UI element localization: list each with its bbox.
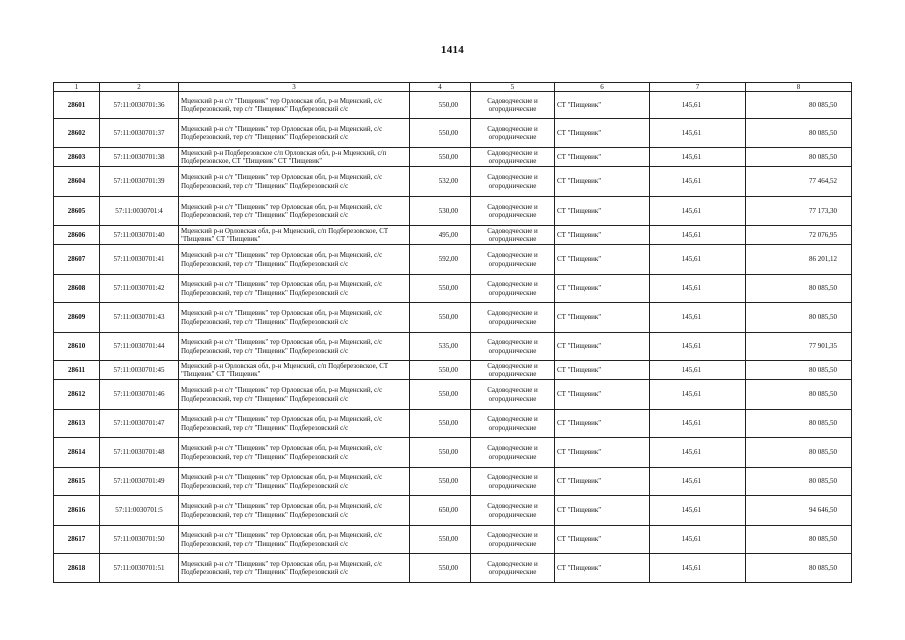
land-use-cell: Садоводческие и огороднические	[471, 167, 555, 197]
table-row	[54, 380, 852, 410]
cadastral-value-cell: 80 085,50	[746, 92, 852, 119]
row-number-cell: 28614	[54, 438, 100, 468]
rate-cell: 145,61	[650, 554, 746, 583]
cadastral-number-cell: 57:11:0030701:41	[100, 245, 179, 275]
owner-cell: СТ "Пищевик"	[555, 148, 650, 167]
rate-cell: 145,61	[650, 468, 746, 496]
land-use-cell: Садоводческие и огороднические	[471, 245, 555, 275]
row-number-cell: 28610	[54, 333, 100, 361]
table-row	[54, 226, 852, 245]
table-row	[54, 275, 852, 303]
rate-cell: 145,61	[650, 226, 746, 245]
cadastral-value-cell: 77 901,35	[746, 333, 852, 361]
row-number-cell: 28605	[54, 197, 100, 226]
cadastral-value-cell: 80 085,50	[746, 438, 852, 468]
land-register-table	[53, 82, 852, 583]
table-row	[54, 92, 852, 119]
row-number-cell: 28609	[54, 303, 100, 333]
area-cell: 530,00	[410, 197, 471, 226]
area-cell: 550,00	[410, 468, 471, 496]
area-cell: 550,00	[410, 410, 471, 438]
address-cell: Мценский р-н с/т "Пищевик" тер Орловская обл, р-н Мценский, с/с Подберезовский, тер с/т "Пищевик" Подберезовский с/с	[179, 245, 410, 275]
cadastral-number-cell: 57:11:0030701:40	[100, 226, 179, 245]
land-use-cell: Садоводческие и огороднические	[471, 148, 555, 167]
land-use-cell: Садоводческие и огороднические	[471, 410, 555, 438]
address-cell: Мценский р-н с/т "Пищевик" тер Орловская обл, р-н Мценский, с/с Подберезовский, тер с/т "Пищевик" Подберезовский с/с	[179, 167, 410, 197]
area-cell: 495,00	[410, 226, 471, 245]
column-header: 5	[471, 83, 555, 92]
cadastral-value-cell: 80 085,50	[746, 275, 852, 303]
rate-cell: 145,61	[650, 303, 746, 333]
owner-cell: СТ "Пищевик"	[555, 167, 650, 197]
area-cell: 550,00	[410, 148, 471, 167]
table-row	[54, 554, 852, 583]
row-number-cell: 28601	[54, 92, 100, 119]
column-header: 6	[555, 83, 650, 92]
area-cell: 550,00	[410, 303, 471, 333]
row-number-cell: 28613	[54, 410, 100, 438]
address-cell: Мценский р-н с/т "Пищевик" тер Орловская обл, р-н Мценский, с/с Подберезовский, тер с/т "Пищевик" Подберезовский с/с	[179, 468, 410, 496]
area-cell: 550,00	[410, 554, 471, 583]
cadastral-value-cell: 86 201,12	[746, 245, 852, 275]
area-cell: 550,00	[410, 361, 471, 380]
owner-cell: СТ "Пищевик"	[555, 333, 650, 361]
cadastral-number-cell: 57:11:0030701:47	[100, 410, 179, 438]
address-cell: Мценский р-н с/т "Пищевик" тер Орловская обл, р-н Мценский, с/с Подберезовский, тер с/т "Пищевик" Подберезовский с/с	[179, 197, 410, 226]
area-cell: 532,00	[410, 167, 471, 197]
owner-cell: СТ "Пищевик"	[555, 197, 650, 226]
table-row	[54, 468, 852, 496]
column-header: 1	[54, 83, 100, 92]
address-cell: Мценский р-н с/т "Пищевик" тер Орловская обл, р-н Мценский, с/с Подберезовский, тер с/т "Пищевик" Подберезовский с/с	[179, 380, 410, 410]
cadastral-number-cell: 57:11:0030701:45	[100, 361, 179, 380]
owner-cell: СТ "Пищевик"	[555, 526, 650, 554]
cadastral-number-cell: 57:11:0030701:5	[100, 496, 179, 526]
row-number-cell: 28617	[54, 526, 100, 554]
land-use-cell: Садоводческие и огороднические	[471, 197, 555, 226]
rate-cell: 145,61	[650, 361, 746, 380]
area-cell: 650,00	[410, 496, 471, 526]
cadastral-value-cell: 80 085,50	[746, 380, 852, 410]
rate-cell: 145,61	[650, 245, 746, 275]
area-cell: 550,00	[410, 119, 471, 148]
area-cell: 592,00	[410, 245, 471, 275]
cadastral-number-cell: 57:11:0030701:39	[100, 167, 179, 197]
address-cell: Мценский р-н Орловская обл, р-н Мценский, с/п Подберезовское, СТ "Пищевик" СТ "Пищевик"	[179, 226, 410, 245]
land-use-cell: Садоводческие и огороднические	[471, 361, 555, 380]
rate-cell: 145,61	[650, 333, 746, 361]
address-cell: Мценский р-н с/т "Пищевик" тер Орловская обл, р-н Мценский, с/с Подберезовский, тер с/т "Пищевик" Подберезовский с/с	[179, 554, 410, 583]
column-header: 7	[650, 83, 746, 92]
row-number-cell: 28606	[54, 226, 100, 245]
address-cell: Мценский р-н Орловская обл, р-н Мценский, с/п Подберезовское, СТ "Пищевик" СТ "Пищевик"	[179, 361, 410, 380]
cadastral-number-cell: 57:11:0030701:49	[100, 468, 179, 496]
table-row	[54, 526, 852, 554]
rate-cell: 145,61	[650, 380, 746, 410]
table-row	[54, 197, 852, 226]
row-number-cell: 28604	[54, 167, 100, 197]
area-cell: 550,00	[410, 526, 471, 554]
cadastral-value-cell: 77 173,30	[746, 197, 852, 226]
table-row	[54, 410, 852, 438]
cadastral-value-cell: 80 085,50	[746, 468, 852, 496]
address-cell: Мценский р-н с/т "Пищевик" тер Орловская обл, р-н Мценский, с/с Подберезовский, тер с/т "Пищевик" Подберезовский с/с	[179, 496, 410, 526]
owner-cell: СТ "Пищевик"	[555, 380, 650, 410]
table-row	[54, 119, 852, 148]
cadastral-number-cell: 57:11:0030701:51	[100, 554, 179, 583]
land-use-cell: Садоводческие и огороднические	[471, 554, 555, 583]
address-cell: Мценский р-н с/т "Пищевик" тер Орловская обл, р-н Мценский, с/с Подберезовский, тер с/т "Пищевик" Подберезовский с/с	[179, 119, 410, 148]
table-row	[54, 333, 852, 361]
land-use-cell: Садоводческие и огороднические	[471, 333, 555, 361]
rate-cell: 145,61	[650, 197, 746, 226]
cadastral-value-cell: 80 085,50	[746, 410, 852, 438]
table-row	[54, 148, 852, 167]
address-cell: Мценский р-н с/т "Пищевик" тер Орловская обл, р-н Мценский, с/с Подберезовский, тер с/т "Пищевик" Подберезовский с/с	[179, 410, 410, 438]
area-cell: 550,00	[410, 92, 471, 119]
rate-cell: 145,61	[650, 119, 746, 148]
cadastral-value-cell: 80 085,50	[746, 526, 852, 554]
cadastral-value-cell: 77 464,52	[746, 167, 852, 197]
land-use-cell: Садоводческие и огороднические	[471, 226, 555, 245]
table-row	[54, 438, 852, 468]
address-cell: Мценский р-н с/т "Пищевик" тер Орловская обл, р-н Мценский, с/с Подберезовский, тер с/т "Пищевик" Подберезовский с/с	[179, 438, 410, 468]
table-row	[54, 361, 852, 380]
cadastral-number-cell: 57:11:0030701:37	[100, 119, 179, 148]
cadastral-value-cell: 94 646,50	[746, 496, 852, 526]
cadastral-value-cell: 80 085,50	[746, 148, 852, 167]
address-cell: Мценский р-н с/т "Пищевик" тер Орловская обл, р-н Мценский, с/с Подберезовский, тер с/т "Пищевик" Подберезовский с/с	[179, 526, 410, 554]
owner-cell: СТ "Пищевик"	[555, 303, 650, 333]
land-use-cell: Садоводческие и огороднические	[471, 119, 555, 148]
land-use-cell: Садоводческие и огороднические	[471, 496, 555, 526]
cadastral-value-cell: 80 085,50	[746, 554, 852, 583]
row-number-cell: 28612	[54, 380, 100, 410]
row-number-cell: 28611	[54, 361, 100, 380]
owner-cell: СТ "Пищевик"	[555, 496, 650, 526]
table-row	[54, 496, 852, 526]
land-use-cell: Садоводческие и огороднические	[471, 468, 555, 496]
rate-cell: 145,61	[650, 92, 746, 119]
rate-cell: 145,61	[650, 410, 746, 438]
cadastral-number-cell: 57:11:0030701:42	[100, 275, 179, 303]
rate-cell: 145,61	[650, 167, 746, 197]
cadastral-value-cell: 80 085,50	[746, 303, 852, 333]
owner-cell: СТ "Пищевик"	[555, 410, 650, 438]
land-use-cell: Садоводческие и огороднические	[471, 438, 555, 468]
land-use-cell: Садоводческие и огороднические	[471, 303, 555, 333]
land-use-cell: Садоводческие и огороднические	[471, 526, 555, 554]
row-number-cell: 28616	[54, 496, 100, 526]
cadastral-number-cell: 57:11:0030701:36	[100, 92, 179, 119]
land-use-cell: Садоводческие и огороднические	[471, 92, 555, 119]
table-row	[54, 167, 852, 197]
address-cell: Мценский р-н с/т "Пищевик" тер Орловская обл, р-н Мценский, с/с Подберезовский, тер с/т "Пищевик" Подберезовский с/с	[179, 92, 410, 119]
owner-cell: СТ "Пищевик"	[555, 361, 650, 380]
owner-cell: СТ "Пищевик"	[555, 245, 650, 275]
owner-cell: СТ "Пищевик"	[555, 468, 650, 496]
cadastral-value-cell: 80 085,50	[746, 361, 852, 380]
land-use-cell: Садоводческие и огороднические	[471, 275, 555, 303]
row-number-cell: 28602	[54, 119, 100, 148]
header-row	[54, 83, 852, 92]
owner-cell: СТ "Пищевик"	[555, 92, 650, 119]
row-number-cell: 28615	[54, 468, 100, 496]
owner-cell: СТ "Пищевик"	[555, 438, 650, 468]
rate-cell: 145,61	[650, 438, 746, 468]
row-number-cell: 28607	[54, 245, 100, 275]
cadastral-number-cell: 57:11:0030701:44	[100, 333, 179, 361]
cadastral-number-cell: 57:11:0030701:4	[100, 197, 179, 226]
cadastral-number-cell: 57:11:0030701:48	[100, 438, 179, 468]
column-header: 2	[100, 83, 179, 92]
rate-cell: 145,61	[650, 526, 746, 554]
owner-cell: СТ "Пищевик"	[555, 226, 650, 245]
area-cell: 550,00	[410, 380, 471, 410]
area-cell: 535,00	[410, 333, 471, 361]
row-number-cell: 28603	[54, 148, 100, 167]
cadastral-number-cell: 57:11:0030701:50	[100, 526, 179, 554]
row-number-cell: 28608	[54, 275, 100, 303]
column-header: 4	[410, 83, 471, 92]
owner-cell: СТ "Пищевик"	[555, 275, 650, 303]
address-cell: Мценский р-н с/т "Пищевик" тер Орловская обл, р-н Мценский, с/с Подберезовский, тер с/т "Пищевик" Подберезовский с/с	[179, 303, 410, 333]
row-number-cell: 28618	[54, 554, 100, 583]
cadastral-number-cell: 57:11:0030701:38	[100, 148, 179, 167]
page-number: 1414	[440, 44, 465, 56]
cadastral-value-cell: 80 085,50	[746, 119, 852, 148]
table-body	[54, 92, 852, 583]
area-cell: 550,00	[410, 275, 471, 303]
address-cell: Мценский р-н с/т "Пищевик" тер Орловская обл, р-н Мценский, с/с Подберезовский, тер с/т "Пищевик" Подберезовский с/с	[179, 275, 410, 303]
owner-cell: СТ "Пищевик"	[555, 554, 650, 583]
cadastral-value-cell: 72 076,95	[746, 226, 852, 245]
area-cell: 550,00	[410, 438, 471, 468]
cadastral-number-cell: 57:11:0030701:46	[100, 380, 179, 410]
address-cell: Мценский р-н Подберезовское с/п Орловская обл, р-н Мценский, с/п Подберезовское, СТ "Пищевик" СТ "Пищевик"	[179, 148, 410, 167]
land-use-cell: Садоводческие и огороднические	[471, 380, 555, 410]
rate-cell: 145,61	[650, 275, 746, 303]
column-header: 8	[746, 83, 852, 92]
table-row	[54, 303, 852, 333]
cadastral-number-cell: 57:11:0030701:43	[100, 303, 179, 333]
address-cell: Мценский р-н с/т "Пищевик" тер Орловская обл, р-н Мценский, с/с Подберезовский, тер с/т "Пищевик" Подберезовский с/с	[179, 333, 410, 361]
table-row	[54, 245, 852, 275]
rate-cell: 145,61	[650, 496, 746, 526]
owner-cell: СТ "Пищевик"	[555, 119, 650, 148]
column-header: 3	[179, 83, 410, 92]
rate-cell: 145,61	[650, 148, 746, 167]
